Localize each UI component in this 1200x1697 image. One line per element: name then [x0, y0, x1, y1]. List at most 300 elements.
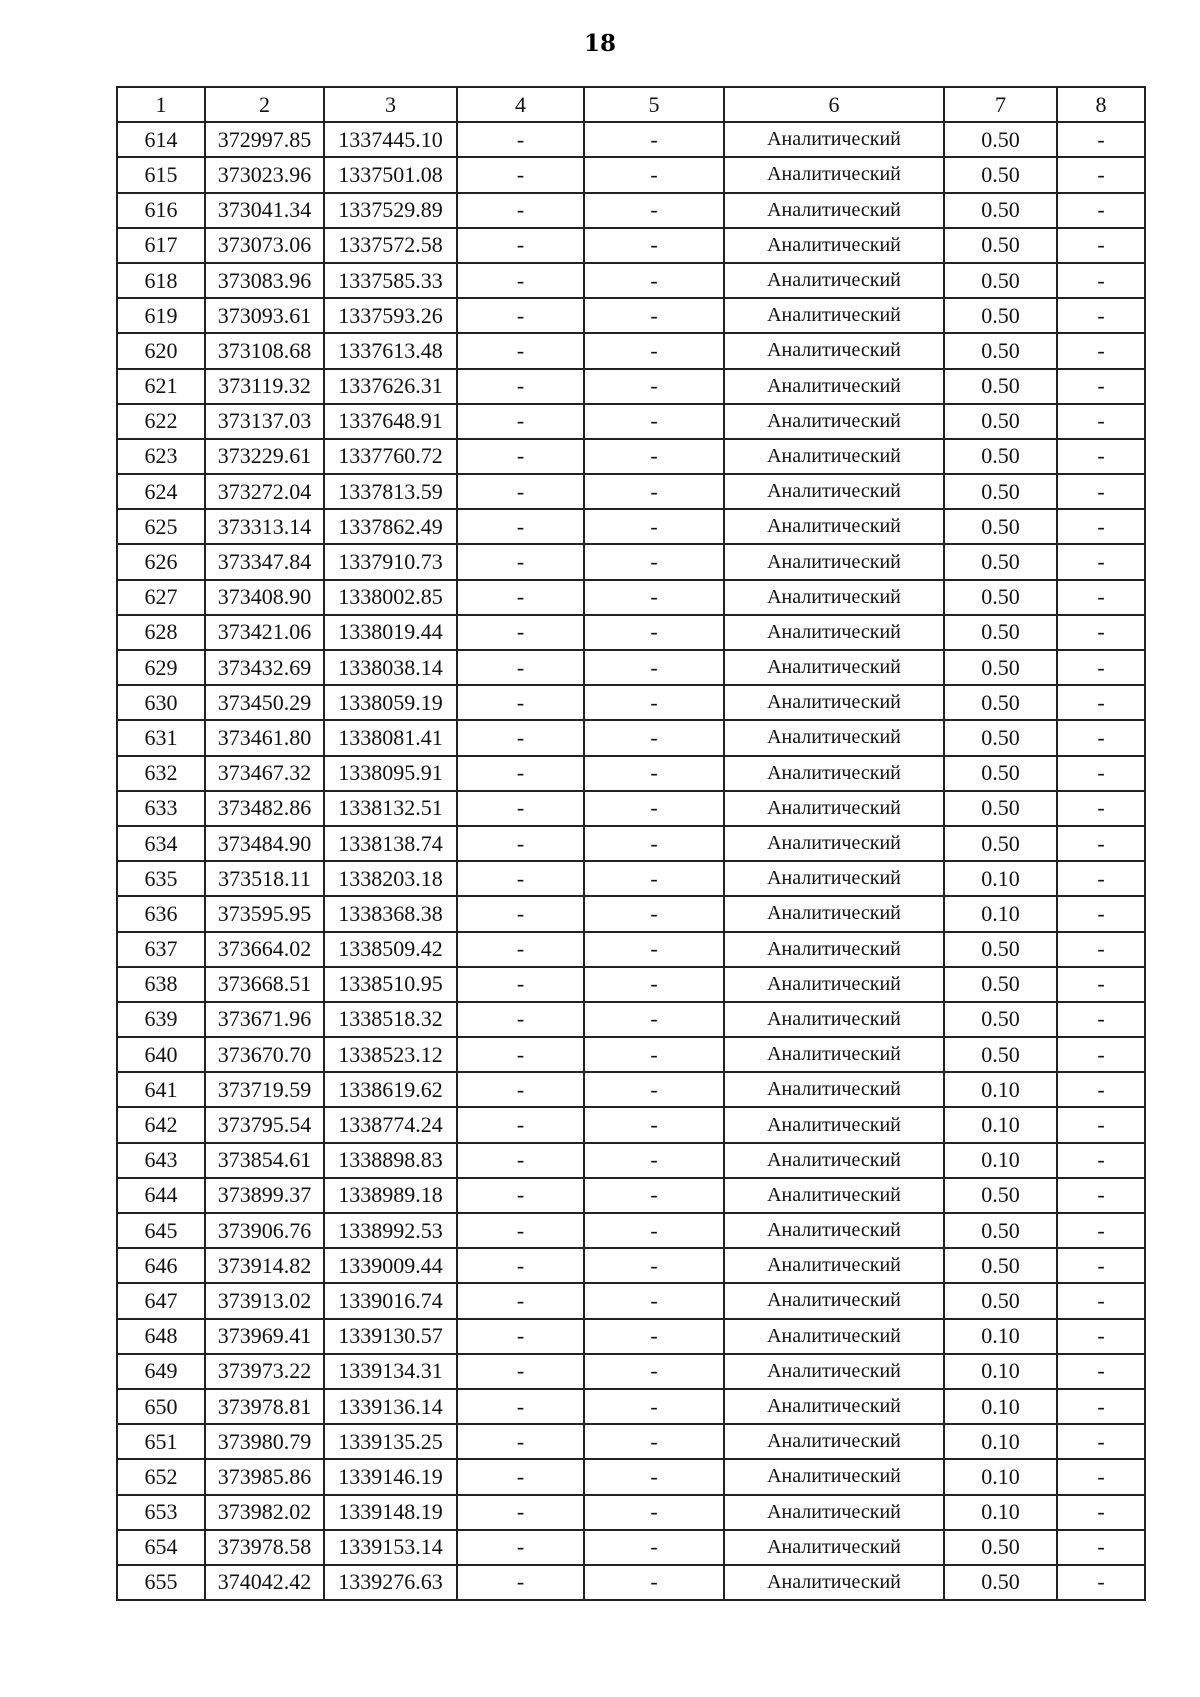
method-cell: Аналитический — [724, 685, 944, 720]
method-cell: Аналитический — [724, 333, 944, 368]
x-coordinate-cell: 373421.06 — [205, 615, 324, 650]
x-coordinate-cell: 373408.90 — [205, 580, 324, 615]
col8-cell: - — [1057, 720, 1145, 755]
col5-cell: - — [584, 861, 724, 896]
col5-cell: - — [584, 615, 724, 650]
col8-cell: - — [1057, 1319, 1145, 1354]
col4-cell: - — [457, 193, 584, 228]
accuracy-cell: 0.50 — [944, 1037, 1057, 1072]
col5-cell: - — [584, 1213, 724, 1248]
method-cell: Аналитический — [724, 369, 944, 404]
y-coordinate-cell: 1338203.18 — [324, 861, 457, 896]
column-header-4: 4 — [457, 87, 584, 122]
table-row — [117, 1424, 1145, 1459]
y-coordinate-cell: 1338510.95 — [324, 967, 457, 1002]
col4-cell: - — [457, 1319, 584, 1354]
col4-cell: - — [457, 122, 584, 157]
col8-cell: - — [1057, 650, 1145, 685]
table-row — [117, 1354, 1145, 1389]
point-number-cell: 632 — [117, 756, 205, 791]
x-coordinate-cell: 373023.96 — [205, 157, 324, 192]
method-cell: Аналитический — [724, 1002, 944, 1037]
col8-cell: - — [1057, 1213, 1145, 1248]
method-cell: Аналитический — [724, 1389, 944, 1424]
point-number-cell: 616 — [117, 193, 205, 228]
table-row — [117, 1495, 1145, 1530]
col4-cell: - — [457, 1178, 584, 1213]
point-number-cell: 644 — [117, 1178, 205, 1213]
x-coordinate-cell: 373980.79 — [205, 1424, 324, 1459]
col4-cell: - — [457, 580, 584, 615]
col4-cell: - — [457, 1072, 584, 1107]
col5-cell: - — [584, 157, 724, 192]
accuracy-cell: 0.10 — [944, 896, 1057, 931]
accuracy-cell: 0.50 — [944, 122, 1057, 157]
x-coordinate-cell: 373668.51 — [205, 967, 324, 1002]
col4-cell: - — [457, 1495, 584, 1530]
point-number-cell: 652 — [117, 1459, 205, 1494]
y-coordinate-cell: 1338619.62 — [324, 1072, 457, 1107]
col4-cell: - — [457, 1143, 584, 1178]
y-coordinate-cell: 1337648.91 — [324, 404, 457, 439]
accuracy-cell: 0.50 — [944, 1530, 1057, 1565]
point-number-cell: 640 — [117, 1037, 205, 1072]
y-coordinate-cell: 1338898.83 — [324, 1143, 457, 1178]
col8-cell: - — [1057, 157, 1145, 192]
col8-cell: - — [1057, 263, 1145, 298]
table-row — [117, 1459, 1145, 1494]
accuracy-cell: 0.50 — [944, 404, 1057, 439]
col5-cell: - — [584, 1424, 724, 1459]
col5-cell: - — [584, 580, 724, 615]
point-number-cell: 639 — [117, 1002, 205, 1037]
table-row — [117, 1178, 1145, 1213]
method-cell: Аналитический — [724, 720, 944, 755]
x-coordinate-cell: 373978.81 — [205, 1389, 324, 1424]
point-number-cell: 638 — [117, 967, 205, 1002]
point-number-cell: 642 — [117, 1107, 205, 1142]
x-coordinate-cell: 373795.54 — [205, 1107, 324, 1142]
col4-cell: - — [457, 369, 584, 404]
table-row — [117, 333, 1145, 368]
col4-cell: - — [457, 1354, 584, 1389]
col5-cell: - — [584, 1319, 724, 1354]
col8-cell: - — [1057, 1072, 1145, 1107]
table-row — [117, 650, 1145, 685]
col4-cell: - — [457, 791, 584, 826]
x-coordinate-cell: 373093.61 — [205, 298, 324, 333]
y-coordinate-cell: 1338002.85 — [324, 580, 457, 615]
y-coordinate-cell: 1338081.41 — [324, 720, 457, 755]
col5-cell: - — [584, 1178, 724, 1213]
method-cell: Аналитический — [724, 439, 944, 474]
x-coordinate-cell: 373978.58 — [205, 1530, 324, 1565]
point-number-cell: 617 — [117, 228, 205, 263]
y-coordinate-cell: 1337910.73 — [324, 544, 457, 579]
col5-cell: - — [584, 1248, 724, 1283]
col5-cell: - — [584, 1495, 724, 1530]
col4-cell: - — [457, 544, 584, 579]
method-cell: Аналитический — [724, 1565, 944, 1600]
table-row — [117, 1002, 1145, 1037]
table-row — [117, 193, 1145, 228]
accuracy-cell: 0.50 — [944, 1213, 1057, 1248]
table-row — [117, 967, 1145, 1002]
table-row — [117, 861, 1145, 896]
col5-cell: - — [584, 1354, 724, 1389]
point-number-cell: 654 — [117, 1530, 205, 1565]
method-cell: Аналитический — [724, 474, 944, 509]
y-coordinate-cell: 1337445.10 — [324, 122, 457, 157]
col4-cell: - — [457, 439, 584, 474]
method-cell: Аналитический — [724, 932, 944, 967]
x-coordinate-cell: 373347.84 — [205, 544, 324, 579]
col8-cell: - — [1057, 861, 1145, 896]
col8-cell: - — [1057, 896, 1145, 931]
y-coordinate-cell: 1337813.59 — [324, 474, 457, 509]
accuracy-cell: 0.10 — [944, 1389, 1057, 1424]
point-number-cell: 631 — [117, 720, 205, 755]
col4-cell: - — [457, 263, 584, 298]
method-cell: Аналитический — [724, 967, 944, 1002]
accuracy-cell: 0.10 — [944, 1424, 1057, 1459]
x-coordinate-cell: 373229.61 — [205, 439, 324, 474]
method-cell: Аналитический — [724, 263, 944, 298]
col4-cell: - — [457, 1283, 584, 1318]
x-coordinate-cell: 373973.22 — [205, 1354, 324, 1389]
accuracy-cell: 0.50 — [944, 1002, 1057, 1037]
accuracy-cell: 0.50 — [944, 439, 1057, 474]
col4-cell: - — [457, 298, 584, 333]
y-coordinate-cell: 1337585.33 — [324, 263, 457, 298]
col8-cell: - — [1057, 1178, 1145, 1213]
method-cell: Аналитический — [724, 580, 944, 615]
column-header-5: 5 — [584, 87, 724, 122]
col4-cell: - — [457, 615, 584, 650]
point-number-cell: 626 — [117, 544, 205, 579]
col5-cell: - — [584, 439, 724, 474]
accuracy-cell: 0.50 — [944, 333, 1057, 368]
accuracy-cell: 0.10 — [944, 1143, 1057, 1178]
x-coordinate-cell: 373484.90 — [205, 826, 324, 861]
method-cell: Аналитический — [724, 1459, 944, 1494]
col8-cell: - — [1057, 932, 1145, 967]
method-cell: Аналитический — [724, 791, 944, 826]
col5-cell: - — [584, 1530, 724, 1565]
point-number-cell: 655 — [117, 1565, 205, 1600]
col8-cell: - — [1057, 791, 1145, 826]
col4-cell: - — [457, 1530, 584, 1565]
table-row — [117, 580, 1145, 615]
column-header-6: 6 — [724, 87, 944, 122]
accuracy-cell: 0.50 — [944, 756, 1057, 791]
method-cell: Аналитический — [724, 1495, 944, 1530]
col5-cell: - — [584, 1565, 724, 1600]
accuracy-cell: 0.50 — [944, 650, 1057, 685]
method-cell: Аналитический — [724, 509, 944, 544]
col8-cell: - — [1057, 1248, 1145, 1283]
col4-cell: - — [457, 509, 584, 544]
accuracy-cell: 0.50 — [944, 298, 1057, 333]
col5-cell: - — [584, 122, 724, 157]
point-number-cell: 651 — [117, 1424, 205, 1459]
table-row — [117, 615, 1145, 650]
point-number-cell: 647 — [117, 1283, 205, 1318]
table-row — [117, 720, 1145, 755]
method-cell: Аналитический — [724, 404, 944, 439]
col8-cell: - — [1057, 1002, 1145, 1037]
col5-cell: - — [584, 1389, 724, 1424]
x-coordinate-cell: 373482.86 — [205, 791, 324, 826]
col8-cell: - — [1057, 369, 1145, 404]
col8-cell: - — [1057, 333, 1145, 368]
col5-cell: - — [584, 1143, 724, 1178]
col8-cell: - — [1057, 756, 1145, 791]
col4-cell: - — [457, 157, 584, 192]
column-header-3: 3 — [324, 87, 457, 122]
point-number-cell: 615 — [117, 157, 205, 192]
accuracy-cell: 0.50 — [944, 369, 1057, 404]
accuracy-cell: 0.50 — [944, 720, 1057, 755]
col8-cell: - — [1057, 1459, 1145, 1494]
x-coordinate-cell: 373518.11 — [205, 861, 324, 896]
col8-cell: - — [1057, 1495, 1145, 1530]
point-number-cell: 645 — [117, 1213, 205, 1248]
y-coordinate-cell: 1338509.42 — [324, 932, 457, 967]
method-cell: Аналитический — [724, 1178, 944, 1213]
col5-cell: - — [584, 1283, 724, 1318]
y-coordinate-cell: 1338523.12 — [324, 1037, 457, 1072]
table-row — [117, 1107, 1145, 1142]
y-coordinate-cell: 1337613.48 — [324, 333, 457, 368]
col4-cell: - — [457, 1037, 584, 1072]
point-number-cell: 633 — [117, 791, 205, 826]
x-coordinate-cell: 373854.61 — [205, 1143, 324, 1178]
col4-cell: - — [457, 1213, 584, 1248]
col4-cell: - — [457, 967, 584, 1002]
col4-cell: - — [457, 1459, 584, 1494]
table-row — [117, 298, 1145, 333]
y-coordinate-cell: 1339148.19 — [324, 1495, 457, 1530]
x-coordinate-cell: 373313.14 — [205, 509, 324, 544]
col5-cell: - — [584, 791, 724, 826]
col4-cell: - — [457, 1389, 584, 1424]
method-cell: Аналитический — [724, 1354, 944, 1389]
col4-cell: - — [457, 474, 584, 509]
col5-cell: - — [584, 1037, 724, 1072]
table-row — [117, 756, 1145, 791]
method-cell: Аналитический — [724, 1248, 944, 1283]
x-coordinate-cell: 373461.80 — [205, 720, 324, 755]
col5-cell: - — [584, 967, 724, 1002]
y-coordinate-cell: 1337501.08 — [324, 157, 457, 192]
col4-cell: - — [457, 756, 584, 791]
y-coordinate-cell: 1338989.18 — [324, 1178, 457, 1213]
y-coordinate-cell: 1338038.14 — [324, 650, 457, 685]
col8-cell: - — [1057, 1037, 1145, 1072]
point-number-cell: 624 — [117, 474, 205, 509]
accuracy-cell: 0.50 — [944, 263, 1057, 298]
method-cell: Аналитический — [724, 1213, 944, 1248]
col8-cell: - — [1057, 1530, 1145, 1565]
x-coordinate-cell: 374042.42 — [205, 1565, 324, 1600]
header-row — [117, 87, 1145, 122]
col8-cell: - — [1057, 193, 1145, 228]
accuracy-cell: 0.10 — [944, 1319, 1057, 1354]
col8-cell: - — [1057, 1143, 1145, 1178]
col8-cell: - — [1057, 1424, 1145, 1459]
col5-cell: - — [584, 509, 724, 544]
y-coordinate-cell: 1339009.44 — [324, 1248, 457, 1283]
accuracy-cell: 0.10 — [944, 1072, 1057, 1107]
coordinates-table — [116, 86, 1146, 1601]
col4-cell: - — [457, 228, 584, 263]
x-coordinate-cell: 373272.04 — [205, 474, 324, 509]
col8-cell: - — [1057, 1354, 1145, 1389]
col5-cell: - — [584, 932, 724, 967]
x-coordinate-cell: 373914.82 — [205, 1248, 324, 1283]
accuracy-cell: 0.10 — [944, 1107, 1057, 1142]
col4-cell: - — [457, 650, 584, 685]
y-coordinate-cell: 1338774.24 — [324, 1107, 457, 1142]
point-number-cell: 628 — [117, 615, 205, 650]
y-coordinate-cell: 1339276.63 — [324, 1565, 457, 1600]
y-coordinate-cell: 1337572.58 — [324, 228, 457, 263]
x-coordinate-cell: 373450.29 — [205, 685, 324, 720]
y-coordinate-cell: 1337760.72 — [324, 439, 457, 474]
col4-cell: - — [457, 1565, 584, 1600]
table-row — [117, 1037, 1145, 1072]
accuracy-cell: 0.50 — [944, 509, 1057, 544]
point-number-cell: 622 — [117, 404, 205, 439]
col8-cell: - — [1057, 826, 1145, 861]
x-coordinate-cell: 372997.85 — [205, 122, 324, 157]
y-coordinate-cell: 1339016.74 — [324, 1283, 457, 1318]
col4-cell: - — [457, 861, 584, 896]
column-header-2: 2 — [205, 87, 324, 122]
table-row — [117, 685, 1145, 720]
method-cell: Аналитический — [724, 1530, 944, 1565]
accuracy-cell: 0.50 — [944, 228, 1057, 263]
method-cell: Аналитический — [724, 298, 944, 333]
method-cell: Аналитический — [724, 1283, 944, 1318]
col4-cell: - — [457, 826, 584, 861]
method-cell: Аналитический — [724, 615, 944, 650]
table-row — [117, 826, 1145, 861]
y-coordinate-cell: 1339135.25 — [324, 1424, 457, 1459]
col4-cell: - — [457, 720, 584, 755]
method-cell: Аналитический — [724, 1424, 944, 1459]
table-row — [117, 509, 1145, 544]
method-cell: Аналитический — [724, 1143, 944, 1178]
accuracy-cell: 0.50 — [944, 1283, 1057, 1318]
table-row — [117, 228, 1145, 263]
table-row — [117, 1248, 1145, 1283]
table-row — [117, 1565, 1145, 1600]
col8-cell: - — [1057, 967, 1145, 1002]
accuracy-cell: 0.50 — [944, 157, 1057, 192]
col5-cell: - — [584, 756, 724, 791]
point-number-cell: 641 — [117, 1072, 205, 1107]
column-header-8: 8 — [1057, 87, 1145, 122]
table-row — [117, 263, 1145, 298]
point-number-cell: 618 — [117, 263, 205, 298]
method-cell: Аналитический — [724, 1072, 944, 1107]
accuracy-cell: 0.50 — [944, 580, 1057, 615]
method-cell: Аналитический — [724, 1037, 944, 1072]
x-coordinate-cell: 373899.37 — [205, 1178, 324, 1213]
x-coordinate-cell: 373670.70 — [205, 1037, 324, 1072]
y-coordinate-cell: 1338368.38 — [324, 896, 457, 931]
method-cell: Аналитический — [724, 157, 944, 192]
col4-cell: - — [457, 333, 584, 368]
y-coordinate-cell: 1339153.14 — [324, 1530, 457, 1565]
table-row — [117, 896, 1145, 931]
col8-cell: - — [1057, 122, 1145, 157]
method-cell: Аналитический — [724, 193, 944, 228]
col8-cell: - — [1057, 404, 1145, 439]
x-coordinate-cell: 373041.34 — [205, 193, 324, 228]
accuracy-cell: 0.50 — [944, 967, 1057, 1002]
col5-cell: - — [584, 193, 724, 228]
method-cell: Аналитический — [724, 896, 944, 931]
point-number-cell: 621 — [117, 369, 205, 404]
y-coordinate-cell: 1338019.44 — [324, 615, 457, 650]
point-number-cell: 623 — [117, 439, 205, 474]
table-row — [117, 1283, 1145, 1318]
y-coordinate-cell: 1337862.49 — [324, 509, 457, 544]
accuracy-cell: 0.10 — [944, 1354, 1057, 1389]
y-coordinate-cell: 1338095.91 — [324, 756, 457, 791]
col8-cell: - — [1057, 1389, 1145, 1424]
y-coordinate-cell: 1338992.53 — [324, 1213, 457, 1248]
table-row — [117, 932, 1145, 967]
col5-cell: - — [584, 1107, 724, 1142]
point-number-cell: 649 — [117, 1354, 205, 1389]
accuracy-cell: 0.10 — [944, 861, 1057, 896]
point-number-cell: 653 — [117, 1495, 205, 1530]
accuracy-cell: 0.50 — [944, 1565, 1057, 1600]
method-cell: Аналитический — [724, 1107, 944, 1142]
point-number-cell: 630 — [117, 685, 205, 720]
accuracy-cell: 0.50 — [944, 791, 1057, 826]
col5-cell: - — [584, 650, 724, 685]
accuracy-cell: 0.50 — [944, 193, 1057, 228]
point-number-cell: 627 — [117, 580, 205, 615]
x-coordinate-cell: 373083.96 — [205, 263, 324, 298]
col4-cell: - — [457, 685, 584, 720]
method-cell: Аналитический — [724, 650, 944, 685]
point-number-cell: 646 — [117, 1248, 205, 1283]
method-cell: Аналитический — [724, 861, 944, 896]
col5-cell: - — [584, 298, 724, 333]
col4-cell: - — [457, 1107, 584, 1142]
table-row — [117, 1213, 1145, 1248]
point-number-cell: 614 — [117, 122, 205, 157]
x-coordinate-cell: 373073.06 — [205, 228, 324, 263]
x-coordinate-cell: 373906.76 — [205, 1213, 324, 1248]
point-number-cell: 636 — [117, 896, 205, 931]
accuracy-cell: 0.50 — [944, 615, 1057, 650]
accuracy-cell: 0.50 — [944, 1178, 1057, 1213]
table-row — [117, 1072, 1145, 1107]
method-cell: Аналитический — [724, 756, 944, 791]
x-coordinate-cell: 373969.41 — [205, 1319, 324, 1354]
point-number-cell: 619 — [117, 298, 205, 333]
x-coordinate-cell: 373664.02 — [205, 932, 324, 967]
col8-cell: - — [1057, 509, 1145, 544]
accuracy-cell: 0.50 — [944, 932, 1057, 967]
